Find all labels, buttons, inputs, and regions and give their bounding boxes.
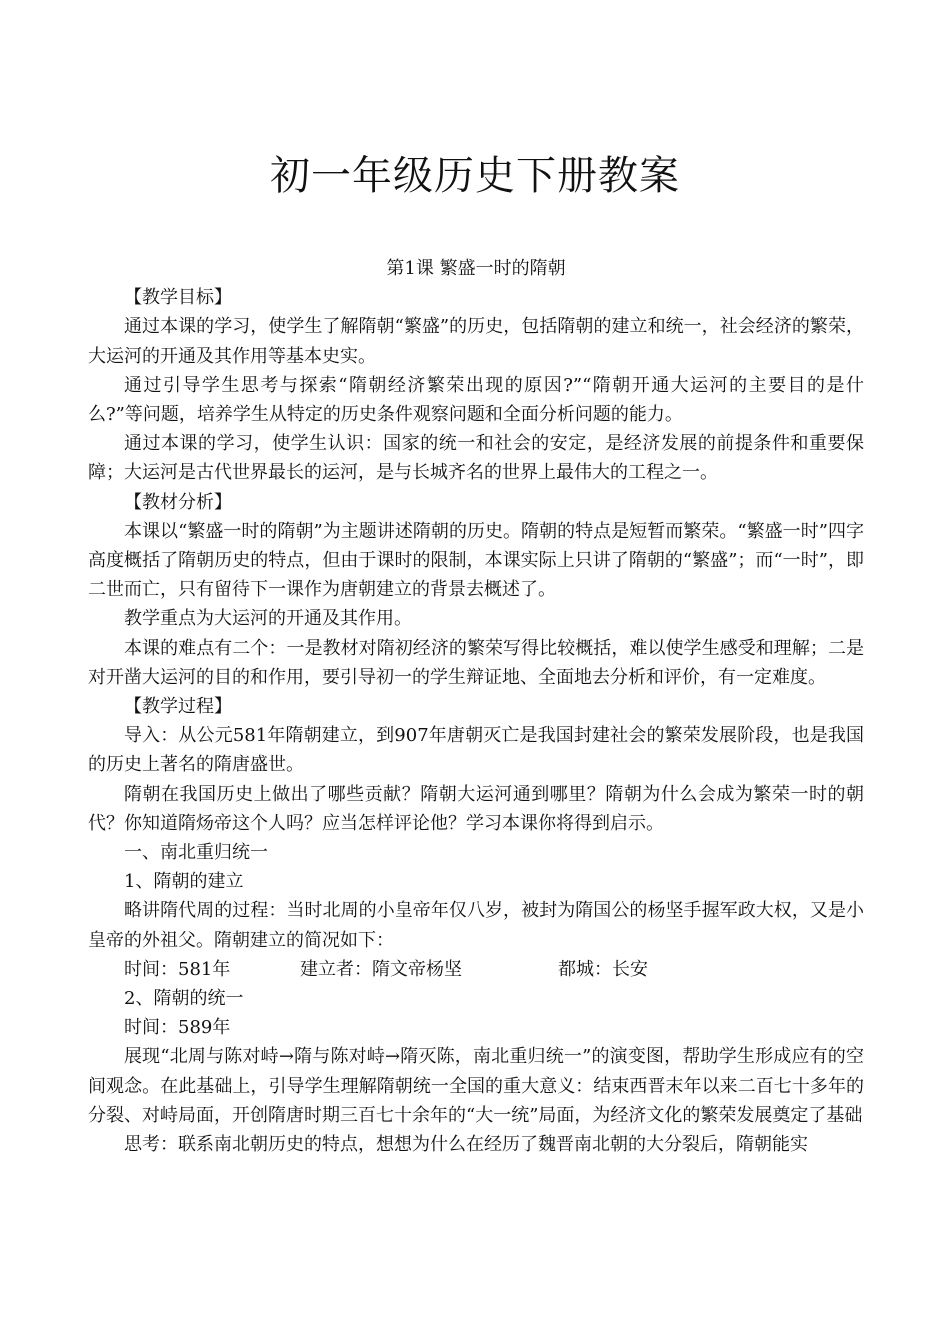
unify-paragraph: 展现“北周与陈对峙→隋与陈对峙→隋灭陈，南北重归统一”的演变图，帮助学生形成应有的空间观念。在此基础上，引导学生理解隋朝统一全国的重大意义：结束西晋末年以来二百七十多年的分裂、对峙局面，开创隋唐时期三百七十余年的“大一统”局面，为经济文化的繁荣发展奠定了基础 [88, 1046, 864, 1126]
goal-paragraph-2: 通过引导学生思考与探索“隋朝经济繁荣出现的原因?”“隋朝开通大运河的主要目的是什么?”等问题，培养学生从特定的历史条件观察问题和全面分析问题的能力。 [88, 374, 864, 426]
founding-paragraph: 略讲隋代周的过程：当时北周的小皇帝年仅八岁，被封为隋国公的杨坚手握军政大权，又是小皇帝的外祖父。隋朝建立的简况如下： [88, 900, 864, 951]
document-body [88, 254, 864, 1159]
think-paragraph: 思考：联系南北朝历史的特点，想想为什么在经历了魏晋南北朝的大分裂后，隋朝能实 [124, 1134, 808, 1156]
analysis-paragraph-2: 教学重点为大运河的开通及其作用。 [124, 608, 412, 630]
questions-paragraph: 隋朝在我国历史上做出了哪些贡献？隋朝大运河通到哪里？隋朝为什么会成为繁荣一时的朝代？你知道隋炀帝这个人吗？应当怎样评论他？学习本课你将得到启示。 [88, 783, 864, 834]
intro-paragraph: 导入：从公元581年隋朝建立，到907年唐朝灭亡是我国封建社会的繁荣发展阶段，也是我国的历史上著名的隋唐盛世。 [88, 725, 864, 776]
document-title: 初一年级历史下册教案 [270, 153, 680, 199]
subsection-heading-1: 1、隋朝的建立 [124, 871, 244, 893]
process-heading: 【教学过程】 [124, 696, 232, 718]
subsection-heading-2: 2、隋朝的统一 [124, 988, 244, 1010]
founding-founder: 建立者：隋文帝杨坚 [300, 958, 462, 980]
section-heading-1: 一、南北重归统一 [124, 842, 268, 864]
goal-paragraph-1: 通过本课的学习，使学生了解隋朝“繁盛”的历史，包括隋朝的建立和统一，社会经济的繁荣，大运河的开通及其作用等基本史实。 [88, 316, 864, 367]
unify-time: 时间：589年 [124, 1017, 231, 1039]
analysis-paragraph-1: 本课以“繁盛一时的隋朝”为主题讲述隋朝的历史。隋朝的特点是短暂而繁荣。“繁盛一时”四字高度概括了隋朝历史的特点，但由于课时的限制，本课实际上只讲了隋朝的“繁盛”；而“一时”，即二世而亡，只有留待下一课作为唐朝建立的背景去概述了。 [88, 520, 864, 601]
analysis-heading: 【教材分析】 [124, 491, 232, 513]
founding-facts-row [88, 955, 864, 984]
goals-heading: 【教学目标】 [124, 287, 232, 309]
lesson-title: 第1课 繁盛一时的隋朝 [386, 258, 566, 279]
goal-paragraph-3: 通过本课的学习，使学生认识：国家的统一和社会的安定，是经济发展的前提条件和重要保障；大运河是古代世界最长的运河，是与长城齐名的世界上最伟大的工程之一。 [88, 433, 864, 484]
founding-capital: 都城：长安 [558, 958, 648, 980]
analysis-paragraph-3: 本课的难点有二个：一是教材对隋初经济的繁荣写得比较概括，难以使学生感受和理解；二是对开凿大运河的目的和作用，要引导初一的学生辩证地、全面地去分析和评价，有一定难度。 [88, 637, 864, 688]
founding-time: 时间：581年 [124, 958, 231, 980]
